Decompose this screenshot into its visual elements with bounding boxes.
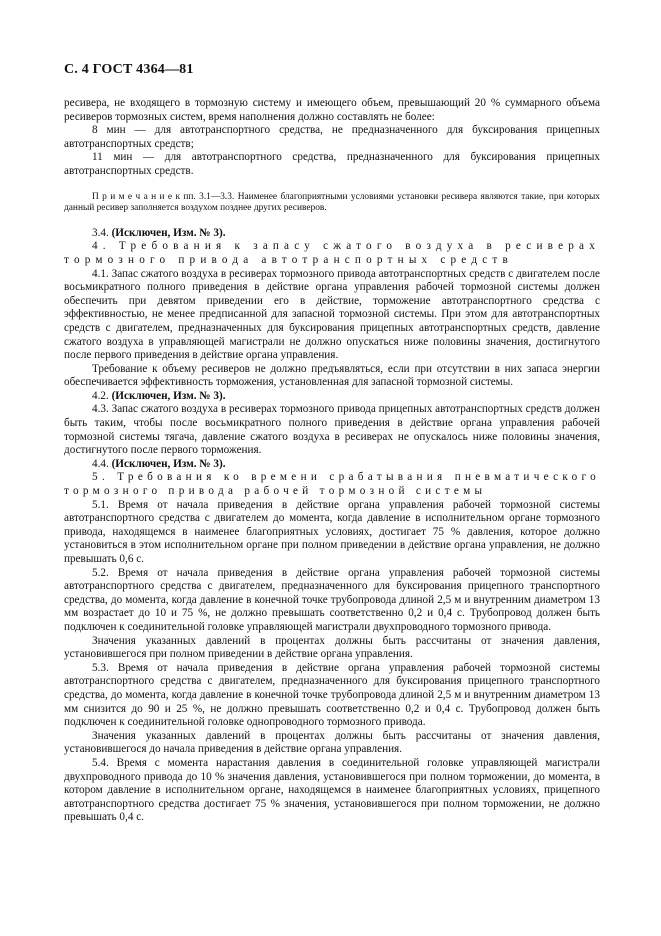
body-text <box>64 97 600 825</box>
paragraph: 11 мин — для автотранспортного средства, предназначенного для буксирования прицепных автотранспортных средств. <box>64 151 600 177</box>
note-text: к пп. 3.1—3.3. Наименее благоприятными условиями установки ресивера являются такие, при которых данный ресивер заполняется воздухом позднее других ресиверов. <box>64 191 600 214</box>
section-4-title: 4. Требования к запасу сжатого воздуха в ресиверах тормозного привода автотранспортных средств <box>64 240 600 266</box>
paragraph: Значения указанных давлений в процентах должны быть рассчитаны от значения давления, установившегося до начала приведения в действие органа управления. <box>64 729 600 756</box>
paragraph: 5.4. Время с момента нарастания давления в соединительной головке управляющей магистрали двухпроводного привода до 10 % значения давления, установившегося при полном торможении, до момента, в котором давление в исполнительном органе, находящемся в наименее благоприятных условиях, прицепного автотранспортного средства достигает 75 % значения, установившегося при полном торможении, не должно превышать 0,4 с. <box>64 756 600 824</box>
section-4-4 <box>64 458 600 472</box>
note-label: П р и м е ч а н и е <box>92 191 173 202</box>
section-number: 3.4. <box>92 226 112 239</box>
paragraph: 4.1. Запас сжатого воздуха в ресиверах тормозного привода автотранспортных средств с двигателем после восьмикратного полного приведения в действие органа управления рабочей тормозной системы должен обеспечить при девятом приведении его в действие, торможение автотранспортного средства с эффективностью, не менее предписанной для запасной тормозной системы. При этом для автотранспортных средств с двигателем, предназначенных для буксирования прицепных автотранспортных средств, давление сжатого воздуха в управляющей магистрали не должно опускаться ниже половины значения, достигнутого после первого приведения в действие органа управления. <box>64 267 600 362</box>
excluded-note: (Исключен, Изм. № 3). <box>111 457 226 470</box>
section-3-4 <box>64 227 600 241</box>
section-5-title: 5. Требования ко времени срабатывания пневматического тормозного привода рабочей тормозной системы <box>64 471 600 498</box>
paragraph: ресивера, не входящего в тормозную систему и имеющего объем, превышающий 20 % суммарного объема ресиверов тормозных систем, время наполнения должно составлять не более: <box>64 97 600 123</box>
paragraph: 5.3. Время от начала приведения в действие органа управления рабочей тормозной системы автотранспортного средства с двигателем, предназначенного для буксирования прицепного транспортного средства, до момента, когда давление в конечной точке трубопровода длиной 2,5 м и внутренним диаметром 13 мм снизится до 90 и 25 %, не должно превышать соответственно 0,2 и 0,4 с. Трубопровод должен быть подключен к соединительной головке однопроводного тормозного привода. <box>64 661 600 729</box>
note <box>64 192 600 215</box>
page-header: С. 4 ГОСТ 4364—81 <box>64 62 194 77</box>
section-number: 4.4. <box>92 457 112 470</box>
paragraph: 4.3. Запас сжатого воздуха в ресиверах тормозного привода прицепных автотранспортных средств должен быть таким, чтобы после восьмикратного полного приведения в действие органа управления рабочей тормозной системы тягача, давление сжатого воздуха в ресиверах не опускалось ниже половины значения, достигнутого после первого торможения. <box>64 403 600 457</box>
section-number: 4.2. <box>92 389 112 402</box>
paragraph: 5.2. Время от начала приведения в действие органа управления рабочей тормозной системы автотранспортного средства с двигателем, предназначенного для буксирования прицепного транспортного средства, до момента, когда давление в конечной точке трубопровода длиной 2,5 м и внутренним диаметром 13 мм возрастает до 10 и 75 %, не должно превышать соответственно 0,2 и 0,4 с. Трубопровод должен быть подключен к соединительной головке управляющей магистрали двухпроводного тормозного привода. <box>64 566 600 633</box>
excluded-note: (Исключен, Изм. № 3). <box>111 226 226 239</box>
excluded-note: (Исключен, Изм. № 3). <box>111 389 226 402</box>
paragraph: Значения указанных давлений в процентах должны быть рассчитаны от значения давления, установившегося при полном приведении в действие органа управления. <box>64 634 600 661</box>
paragraph: 8 мин — для автотранспортного средства, не предназначенного для буксирования прицепных автотранспортных средств; <box>64 124 600 150</box>
section-4-2 <box>64 390 600 404</box>
paragraph: Требование к объему ресиверов не должно предъявляться, если при отсутствии в них запаса энергии обеспечивается эффективность торможения, установленная для запасной тормозной системы. <box>64 362 600 389</box>
paragraph: 5.1. Время от начала приведения в действие органа управления рабочей тормозной системы автотранспортного средства с двигателем до момента, когда давление в исполнительном органе тормозного привода, находящемся в наименее благоприятных условиях, достигает 75 % давления, которое должно установиться в этом исполнительном органе при полном приведении в действие органа управления, не должно превышать 0,6 с. <box>64 498 600 565</box>
